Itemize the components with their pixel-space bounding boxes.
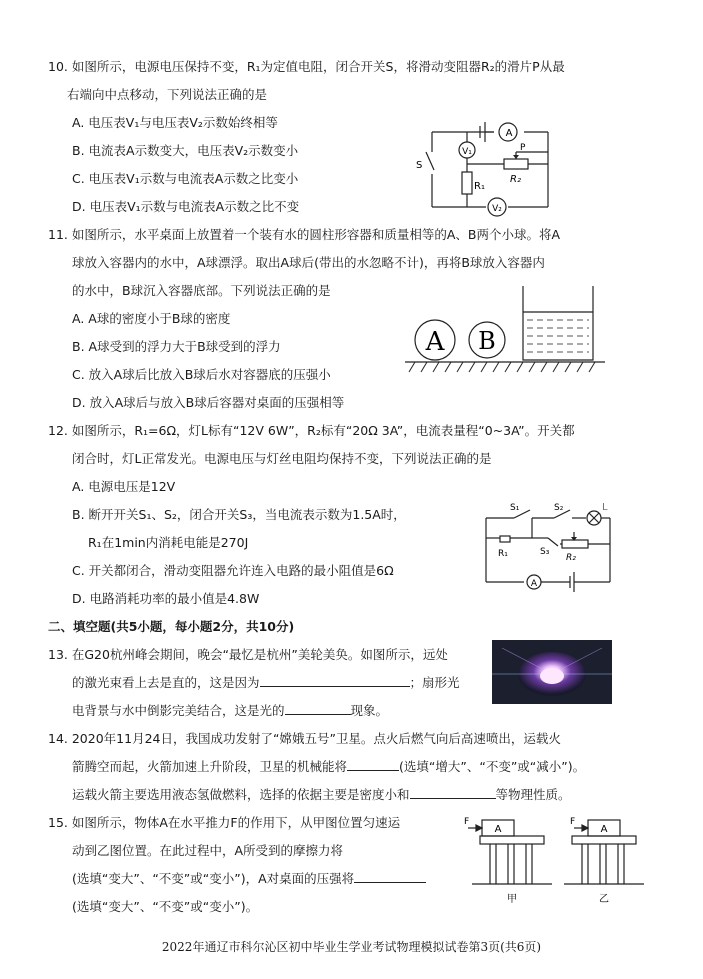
q14-line3-tail: 等物理性质。 <box>495 787 571 802</box>
r1-label: R₁ <box>474 181 485 192</box>
q15-blank-2[interactable] <box>354 870 426 883</box>
q13-line1: 13. 在G20杭州峰会期间，晚会“最忆是杭州”美轮美奂。如图所示，远处 <box>48 647 448 662</box>
q14-line1: 14. 2020年11月24日，我国成功发射了“嫦娥五号”卫星。点火后燃气向后高速喷出，运载火 <box>48 731 561 746</box>
q13-blank-2[interactable] <box>285 702 351 715</box>
q11-option-d: D. 放入A球后与放入B球后容器对桌面的压强相等 <box>72 395 345 410</box>
q14-blank-1[interactable] <box>347 758 399 771</box>
q11-stem-line3: 的水中，B球沉入容器底部。下列说法正确的是 <box>72 283 331 298</box>
q15-line4: (选填“变大”、“不变”或“变小”)。 <box>72 899 259 914</box>
q13-blank-1[interactable] <box>260 674 410 687</box>
q14-line2 <box>72 758 585 776</box>
q14-line3-text: 运载火箭主要选用液态氢做燃料，选择的依据主要是密度小和 <box>72 787 410 802</box>
q10-option-d: D. 电压表V₁示数与电流表A示数之比不变 <box>72 199 300 214</box>
q12-option-a: A. 电源电压是12V <box>72 479 176 494</box>
q13-line3-text: 电背景与水中倒影完美结合，这是光的 <box>72 703 285 718</box>
q12-stem-line2: 闭合时，灯L正常发光。电源电压与灯丝电阻均保持不变，下列说法正确的是 <box>72 451 492 466</box>
q15-line3-text: (选填“变大”、“不变”或“变小”)，A对桌面的压强将 <box>72 871 355 886</box>
q15-line3 <box>72 870 426 888</box>
s1-label: S₁ <box>510 503 520 513</box>
page-footer: 2022年通辽市科尔沁区初中毕业生学业考试物理模拟试卷第3页(共6页) <box>161 940 542 954</box>
q12-option-d: D. 电路消耗功率的最小值是4.8W <box>72 591 260 606</box>
label-jia: 甲 <box>507 894 517 905</box>
q13-line2-text: 的激光束看上去是直的，这是因为 <box>72 675 260 690</box>
q15-line2: 动到乙图位置。在此过程中，A所受到的摩擦力将 <box>72 843 344 858</box>
q13-laser-show-photo <box>492 640 612 704</box>
r2-label: R₂ <box>510 174 521 185</box>
q11-container-diagram <box>405 280 615 380</box>
ball-b-label: B <box>478 327 496 355</box>
q12-circuit-diagram <box>474 498 634 598</box>
block-a-label-1: A <box>494 824 502 835</box>
v2-label: V₂ <box>492 204 502 214</box>
q14-line3 <box>72 786 571 804</box>
ammeter-label-12: A <box>530 579 538 589</box>
q10-stem-line1: 10. 如图所示，电源电压保持不变，R₁为定值电阻，闭合开关S，将滑动变阻器R₂的滑片P从最 <box>48 59 565 74</box>
label-yi: 乙 <box>599 894 609 905</box>
switch-label: S <box>416 160 423 171</box>
q12-option-b-cont: R₁在1min内消耗电能是270J <box>88 535 249 550</box>
q14-line2-text: 箭腾空而起，火箭加速上升阶段，卫星的机械能将 <box>72 759 348 774</box>
force-f-label-1: F <box>464 817 470 827</box>
q11-option-b: B. A球受到的浮力大于B球受到的浮力 <box>72 339 281 354</box>
ammeter-label: A <box>505 128 513 139</box>
block-a-label-2: A <box>600 824 608 835</box>
q11-option-c: C. 放入A球后比放入B球后水对容器底的压强小 <box>72 367 331 382</box>
q12-option-c: C. 开关都闭合，滑动变阻器允许连入电路的最小阻值是6Ω <box>72 563 394 578</box>
force-f-label-2: F <box>570 817 576 827</box>
q14-blank-2[interactable] <box>410 786 496 799</box>
q15-line1: 15. 如图所示，物体A在水平推力F的作用下，从甲图位置匀速运 <box>48 815 401 830</box>
r2-label-12: R₂ <box>566 553 576 563</box>
ball-a-label: A <box>425 327 445 357</box>
q11-stem-line2: 球放入容器内的水中，A球漂浮。取出A球后(带出的水忽略不计)，再将B球放入容器内 <box>72 255 545 270</box>
q10-stem-line2: 右端向中点移动，下列说法正确的是 <box>67 87 268 102</box>
q11-option-a: A. A球的密度小于B球的密度 <box>72 311 231 326</box>
q15-table-diagram <box>462 814 658 910</box>
q12-stem-line1: 12. 如图所示，R₁=6Ω，灯L标有“12V 6W”，R₂标有“20Ω 3A”，电流表量程“0~3A”。开关都 <box>48 423 575 438</box>
q12-option-b: B. 断开开关S₁、S₂，闭合开关S₃，当电流表示数为1.5A时， <box>72 507 406 522</box>
q13-line2-tail: ；扇形光 <box>409 675 460 690</box>
q13-line3 <box>72 702 388 720</box>
q10-option-c: C. 电压表V₁示数与电流表A示数之比变小 <box>72 171 299 186</box>
slider-p-label: P <box>520 143 526 153</box>
s2-label: S₂ <box>554 503 564 513</box>
q11-stem-line1: 11. 如图所示，水平桌面上放置着一个装有水的圆柱形容器和质量相等的A、B两个小球。将A <box>48 227 561 242</box>
q13-line3-tail: 现象。 <box>350 703 389 718</box>
r1-label-12: R₁ <box>498 549 508 559</box>
s3-label: S₃ <box>540 547 550 557</box>
q10-option-b: B. 电流表A示数变大，电压表V₂示数变小 <box>72 143 299 158</box>
section-title-fill-in: 二、填空题(共5小题，每小题2分，共10分) <box>48 619 295 634</box>
q10-circuit-diagram <box>412 112 562 222</box>
q13-line2 <box>72 674 460 692</box>
v1-label: V₁ <box>462 147 472 157</box>
q14-line2-tail: (选填“增大”、“不变”或“减小”)。 <box>399 759 586 774</box>
lamp-label: L <box>602 502 608 513</box>
q10-option-a: A. 电压表V₁与电压表V₂示数始终相等 <box>72 115 278 130</box>
